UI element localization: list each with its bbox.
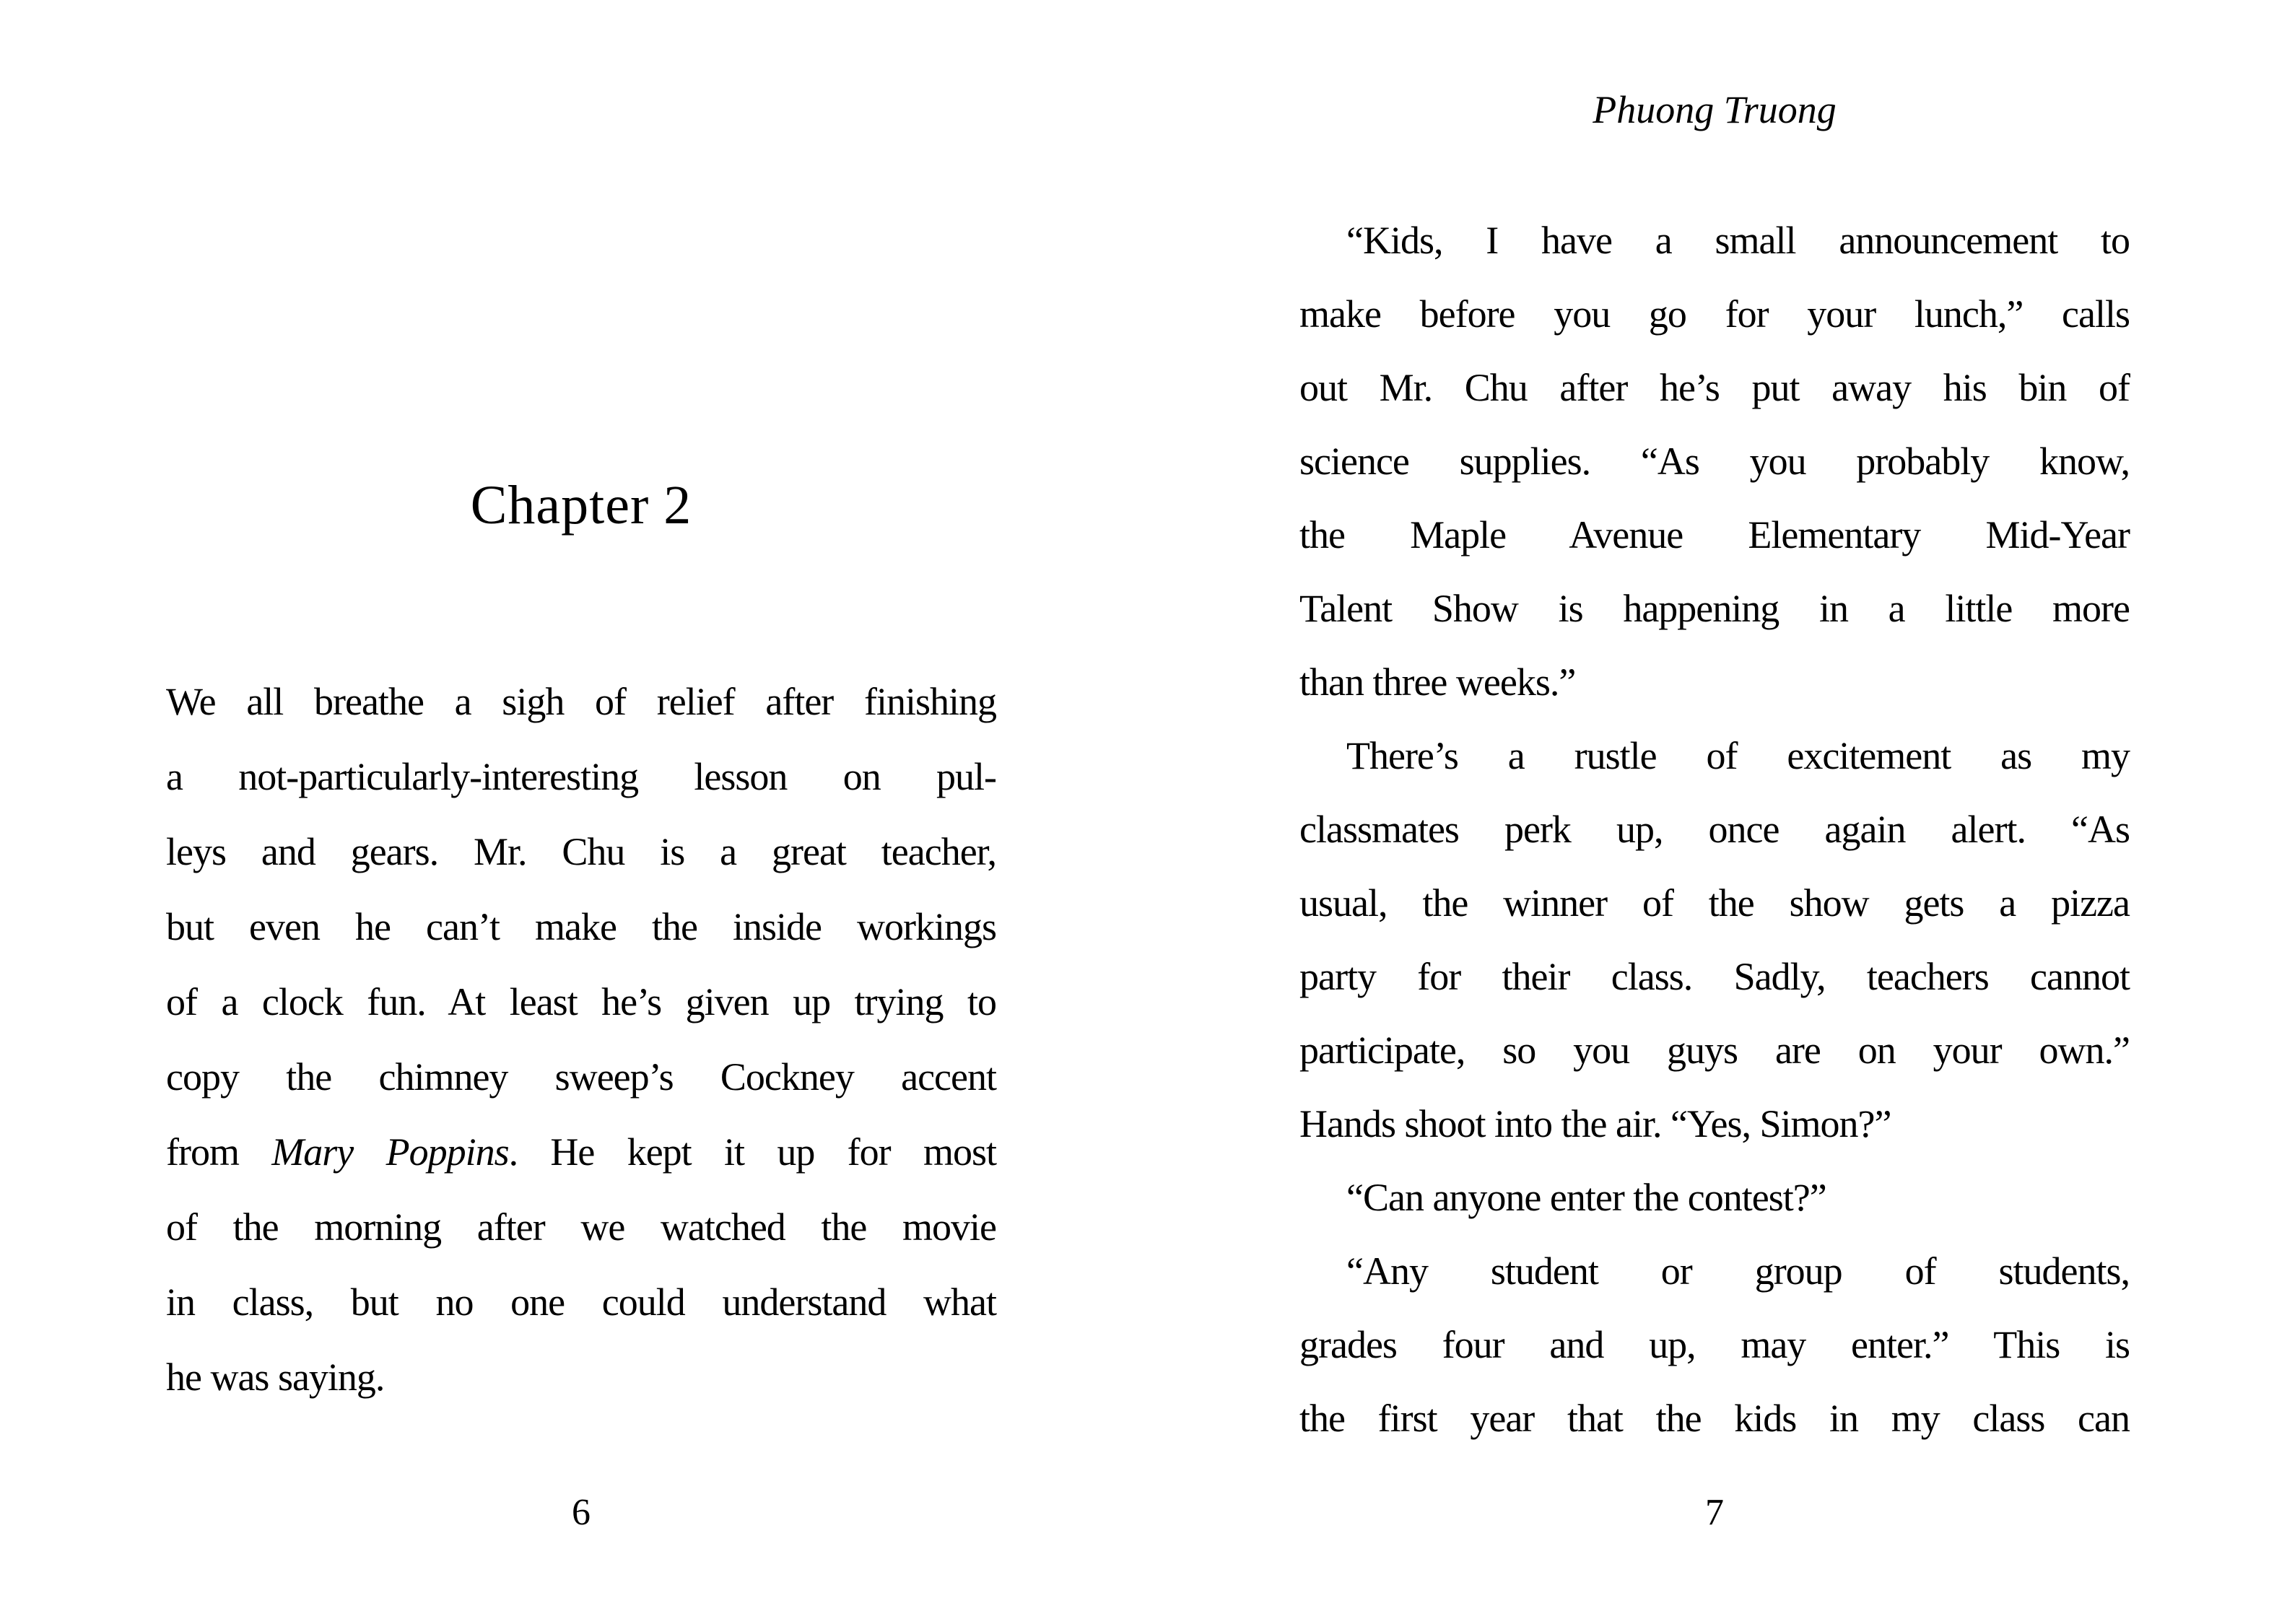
text-line — [1299, 1087, 2130, 1161]
page-number-left: 6 — [572, 1492, 591, 1533]
text-segment: a not-particularly-interesting lesson on pul- — [166, 755, 996, 798]
text-line — [1299, 204, 2130, 277]
text-segment: participate, so you guys are on your own.” — [1299, 1029, 2130, 1072]
text-segment: science supplies. “As you probably know, — [1299, 440, 2130, 483]
text-segment: of the morning after we watched the movie — [166, 1205, 996, 1249]
text-line — [1299, 645, 2130, 719]
text-line — [166, 1114, 996, 1189]
text-segment: grades four and up, may enter.” This is — [1299, 1323, 2130, 1366]
text-segment: . He kept it up for most — [508, 1130, 996, 1174]
text-line — [1299, 866, 2130, 940]
text-line — [166, 1189, 996, 1265]
text-line — [1299, 1381, 2130, 1455]
text-segment: the first year that the kids in my class can — [1299, 1397, 2130, 1440]
text-line — [166, 664, 996, 739]
text-segment: “Can anyone enter the contest?” — [1346, 1176, 1826, 1219]
text-segment: There’s a rustle of excitement as my — [1346, 734, 2130, 777]
italic-text-segment: Mary Poppins — [271, 1130, 509, 1174]
text-segment: Hands shoot into the air. “Yes, Simon?” — [1299, 1102, 1891, 1145]
text-line — [1299, 1308, 2130, 1381]
text-line — [166, 739, 996, 814]
text-line — [166, 1265, 996, 1340]
page-7-body — [1299, 204, 2130, 1455]
text-segment: “Kids, I have a small announcement to — [1346, 219, 2130, 262]
text-segment: “Any student or group of students, — [1346, 1249, 2130, 1293]
text-line — [1299, 940, 2130, 1013]
text-line — [1299, 498, 2130, 572]
text-segment: the Maple Avenue Elementary Mid-Year — [1299, 513, 2130, 556]
text-segment: from — [166, 1130, 272, 1174]
text-segment: but even he can’t make the inside workings — [166, 905, 996, 948]
text-line — [1299, 424, 2130, 498]
text-segment: We all breathe a sigh of relief after finishing — [166, 680, 996, 723]
text-segment: copy the chimney sweep’s Cockney accent — [166, 1055, 996, 1099]
text-line — [166, 889, 996, 964]
text-line — [1299, 351, 2130, 424]
text-line — [1299, 572, 2130, 645]
text-segment: leys and gears. Mr. Chu is a great teacher, — [166, 830, 996, 873]
chapter-heading: Chapter 2 — [470, 475, 692, 536]
text-line — [1299, 1234, 2130, 1308]
text-segment: usual, the winner of the show gets a pizza — [1299, 881, 2130, 925]
text-line — [1299, 1161, 2130, 1234]
text-segment: make before you go for your lunch,” calls — [1299, 292, 2130, 336]
text-line — [1299, 793, 2130, 866]
text-segment: he was saying. — [166, 1355, 385, 1399]
text-line — [1299, 719, 2130, 793]
text-segment: of a clock fun. At least he’s given up trying to — [166, 980, 996, 1023]
text-segment: party for their class. Sadly, teachers cannot — [1299, 955, 2130, 998]
text-segment: than three weeks.” — [1299, 660, 1576, 704]
text-line — [166, 1340, 996, 1415]
text-line — [1299, 277, 2130, 351]
text-segment: in class, but no one could understand what — [166, 1280, 996, 1324]
text-line — [166, 814, 996, 889]
page-6 — [166, 0, 996, 1624]
text-segment: out Mr. Chu after he’s put away his bin of — [1299, 366, 2130, 409]
text-line — [166, 1039, 996, 1114]
text-line — [1299, 1013, 2130, 1087]
text-segment: Talent Show is happening in a little more — [1299, 587, 2130, 630]
page-number-right: 7 — [1705, 1492, 1724, 1533]
page-7 — [1299, 0, 2130, 1624]
text-line — [166, 964, 996, 1039]
text-segment: classmates perk up, once again alert. “As — [1299, 808, 2130, 851]
page-6-body — [166, 664, 996, 1415]
running-header: Phuong Truong — [1593, 88, 1837, 131]
